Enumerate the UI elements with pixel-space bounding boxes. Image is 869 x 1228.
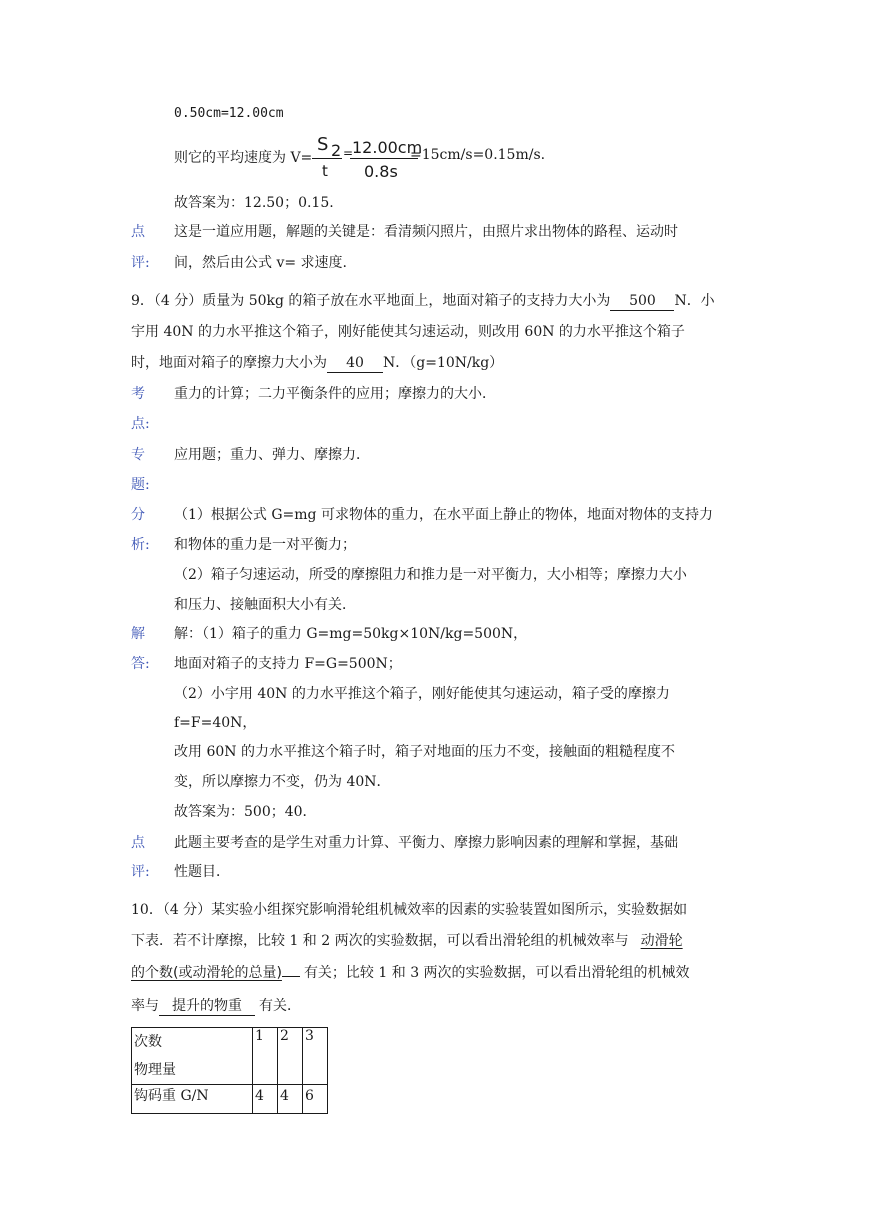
table-row [132,1085,328,1114]
q9-answer-blank-1: 500 [610,292,674,311]
table-cell: 4 [253,1085,278,1114]
q10-answer-blank-1b: 的个数(或动滑轮的总量) [131,965,282,981]
experiment-data-table [131,1027,328,1114]
fraction-numerator-s: S [317,134,329,155]
fraction2-bar [350,158,418,159]
q9-stem-text: N．小 [674,293,715,309]
dianping-text: 性题目． [174,864,230,880]
comment-text: 这是一道应用题，解题的关键是：看清频闪照片，由照片求出物体的路程、运动时 [174,224,678,240]
q9-stem-text: 时，地面对箱子的摩擦力大小为 [131,355,327,371]
dianping-text: 此题主要考查的是学生对重力计算、平衡力、摩擦力影响因素的理解和掌握，基础 [174,835,678,851]
q10-blank-tail [282,976,300,977]
q10-stem-text: 率与 [131,998,159,1014]
dianping-label-2: 评: [131,864,150,880]
table-header-label: 次数 [134,1034,162,1050]
comment-label-2: 评: [131,255,150,271]
q9-answer-blank-2: 40 [327,354,383,373]
table-cell: 1 [253,1028,278,1085]
table-row-label: 钩码重 G/N [132,1085,253,1114]
q9-stem-text: N．（g=10N/kg） [383,355,504,371]
kaodian-text: 重力的计算；二力平衡条件的应用；摩擦力的大小． [174,386,496,402]
zhuanti-text: 应用题；重力、弹力、摩擦力． [174,447,370,463]
q10-stem-line2 [131,930,683,950]
jieda-text: 故答案为：500；40． [174,804,317,820]
answer-line: 故答案为：12.50；0.15. [174,195,334,211]
table-cell: 6 [303,1085,328,1114]
table-cell: 2 [278,1028,303,1085]
fraction-subscript: 2 [331,141,342,160]
fraction2-denominator: 0.8s [364,162,398,181]
dianping-label: 点 [131,835,145,851]
fenxi-label-2: 析: [131,537,150,553]
fraction-bar [312,158,342,159]
fraction2-numerator: 12.00cm [352,138,423,157]
table-cell: 4 [278,1085,303,1114]
q9-stem-line1 [131,290,715,311]
q10-stem-line1: 10．（4 分）某实验小组探究影响滑轮组机械效率的因素的实验装置如图所示，实验数据如 [131,902,688,918]
fenxi-label: 分 [131,507,145,523]
q10-stem-text: 有关；比较 1 和 3 两次的实验数据，可以看出滑轮组的机械效 [303,965,690,981]
q9-stem-line3 [131,352,503,373]
solution-line: 0.50cm=12.00cm [174,106,284,121]
jieda-label: 解 [131,626,145,642]
q10-answer-blank-2: 提升的物重 [159,997,255,1016]
q10-stem-text: 下表．若不计摩擦，比较 1 和 2 两次的实验数据，可以看出滑轮组的机械效率与 [131,933,629,949]
table-header-label: 物理量 [134,1062,176,1078]
q9-stem-text: 9．（4 分）质量为 50kg 的箱子放在水平地面上，地面对箱子的支持力大小为 [131,293,611,309]
q10-stem-line4 [131,995,301,1016]
jieda-text: 地面对箱子的支持力 F=G=500N； [174,656,402,672]
fraction-denominator-t: t [322,162,328,180]
avg-speed-prefix: 则它的平均速度为 V= [174,150,313,166]
q9-stem-line2: 宇用 40N 的力水平推这个箱子，刚好能使其匀速运动，则改用 60N 的力水平推这个箱子 [131,324,685,340]
q10-stem-text: 有关． [259,998,301,1014]
zhuanti-label-2: 题: [131,477,150,493]
q10-answer-blank-1a: 动滑轮 [640,933,683,949]
jieda-text: （2）小宇用 40N 的力水平推这个箱子，刚好能使其匀速运动，箱子受的摩擦力 [174,686,670,702]
comment-label: 点 [131,224,145,240]
fenxi-text: 和压力、接触面积大小有关． [174,597,356,613]
table-row [132,1028,328,1085]
fenxi-text: （1）根据公式 G=mg 可求物体的重力，在水平面上静止的物体，地面对物体的支持力 [174,507,713,523]
jieda-text: f=F=40N， [174,715,257,731]
jieda-text: 变，所以摩擦力不变，仍为 40N． [174,774,391,790]
q10-stem-line3 [131,962,690,982]
fenxi-text: （2）箱子匀速运动，所受的摩擦阻力和推力是一对平衡力，大小相等；摩擦力大小 [174,567,687,583]
jieda-text: 解：（1）箱子的重力 G=mg=50kg×10N/kg=500N， [174,626,528,642]
fenxi-text: 和物体的重力是一对平衡力； [174,537,356,553]
table-header-cell [132,1028,253,1085]
jieda-text: 改用 60N 的力水平推这个箱子时，箱子对地面的压力不变，接触面的粗糙程度不 [174,744,675,760]
kaodian-label: 考 [131,386,145,402]
table-cell: 3 [303,1028,328,1085]
fraction-equals: = [343,146,354,160]
comment-text-2: 间，然后由公式 v= 求速度. [174,255,347,271]
zhuanti-label: 专 [131,447,145,463]
jieda-label-2: 答: [131,656,150,672]
avg-speed-suffix: =15cm/s=0.15m/s. [410,147,546,163]
kaodian-label-2: 点: [131,416,150,432]
